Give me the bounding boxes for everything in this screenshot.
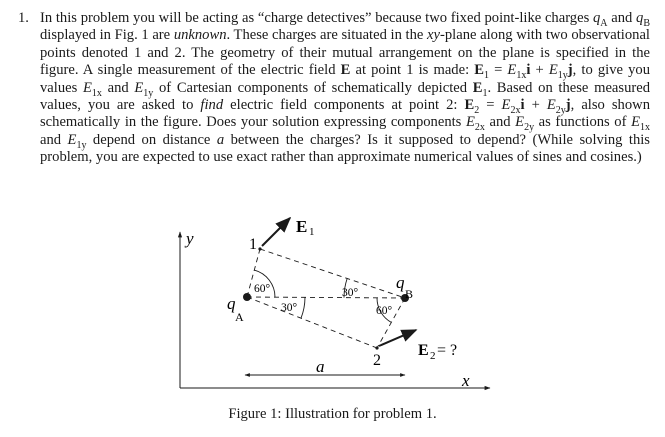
distance-a-label: a [316,357,325,376]
E1-vector [262,218,290,246]
text-segment: . These charges are situated in the [226,27,428,44]
x-axis-label: x [462,371,470,390]
angle-60-at-B-label: 60° [376,305,393,317]
angle-arcs [254,270,391,322]
text-segment: i [520,97,525,114]
text-segment: at point 1 is made: [350,62,475,79]
angle-60-at-A-label: 60° [254,283,271,295]
line-1-qB [260,249,405,298]
text-segment: E [548,62,558,79]
text-segment: of Cartesian components of schematically depicted [153,79,473,96]
text-segment: A [600,17,608,29]
point-2-dot [375,346,378,349]
text-segment: find [200,97,224,114]
angle-30-at-B-label: 30° [342,287,359,299]
text-segment: E [464,97,475,114]
text-segment: and [101,79,135,96]
text-segment: + [524,97,547,114]
point-1-dot [258,247,261,250]
text-segment: 2y [524,122,535,134]
problem-number: 1. [18,10,29,26]
E2-vector [379,330,416,346]
geometry-lines [247,249,405,348]
charge-qA-label: qA [227,294,244,324]
text-segment: between the charges? Is it supposed to depend? (While solving this problem, you are expected to use exact rather than approximate numerical values of sines and cosines.) [40,131,650,166]
text-segment: q [636,10,644,26]
text-segment: j [567,62,573,79]
text-segment: and [484,114,516,131]
figure-caption: Figure 1: Illustration for problem 1. [228,406,437,422]
text-segment: E [340,62,351,79]
text-segment: 1 [483,70,489,82]
text-segment: E [474,62,484,79]
text-segment: 2x [510,104,521,116]
text-segment: 1x [639,122,650,134]
text-segment: E [82,79,92,96]
point-2-label: 2 [373,352,381,369]
text-segment: 1x [91,87,102,99]
text-segment: = [479,97,502,114]
text-segment: = [488,62,508,79]
text-segment: . Based on these measured values, you are asked to [40,79,651,114]
text-segment: i [526,62,531,79]
text-segment: displayed in Fig. 1 are [40,27,174,44]
text-segment: + [530,62,549,79]
E2-label: E2= ? [418,342,458,362]
arc-30-at-A [301,297,305,318]
text-segment: a [216,131,225,148]
point-1-label: 1 [249,236,257,253]
text-segment: B [643,17,651,29]
text-segment: 1 [482,87,488,99]
text-segment: and [40,131,68,148]
text-segment: E [546,97,556,114]
text-segment: , also shown schematically in the figure. Does your solution expressing components [40,97,650,131]
text-segment: E [67,131,77,148]
text-segment: 1x [516,70,527,82]
text-segment: 2y [555,104,566,116]
text-segment: xy [427,27,441,44]
text-segment: , to give you values [40,62,650,96]
text-segment: E [631,114,640,131]
text-segment: as functions of [534,114,632,131]
text-segment: 2 [474,104,480,116]
E1-label: E 1 [296,217,315,238]
text-segment: unknown [173,27,227,44]
angle-30-at-A-label: 30° [281,302,298,314]
text-segment: E [501,97,511,114]
line-qA-qB [247,297,405,298]
y-axis-label: y [186,229,194,248]
text-segment: 1y [557,70,568,82]
text-segment: E [507,62,517,79]
line-qA-2 [247,297,377,348]
text-segment: electric field components at point 2: [223,97,465,114]
text-segment: depend on distance [86,131,217,148]
charge-qA-dot [243,293,251,301]
charge-qB-label: qB [396,273,414,301]
text-segment: 1y [76,139,87,151]
text-segment: 2x [474,122,485,134]
text-segment: In this problem you will be acting as “charge detectives” because two fixed point-like charges [40,10,593,26]
text-segment: 1y [143,87,154,99]
text-segment: and [607,10,637,26]
text-segment: q [592,10,601,26]
text-segment: j [565,97,571,114]
text-segment: -plane along with two observational points denoted 1 and 2. The geometry of their mutual arrangement on the plane is specified in the figure. A single measurement of the electric field [40,27,650,79]
text-segment: E [134,79,144,96]
text-segment: E [465,114,475,131]
text-segment: E [472,79,483,96]
text-segment: E [515,114,525,131]
